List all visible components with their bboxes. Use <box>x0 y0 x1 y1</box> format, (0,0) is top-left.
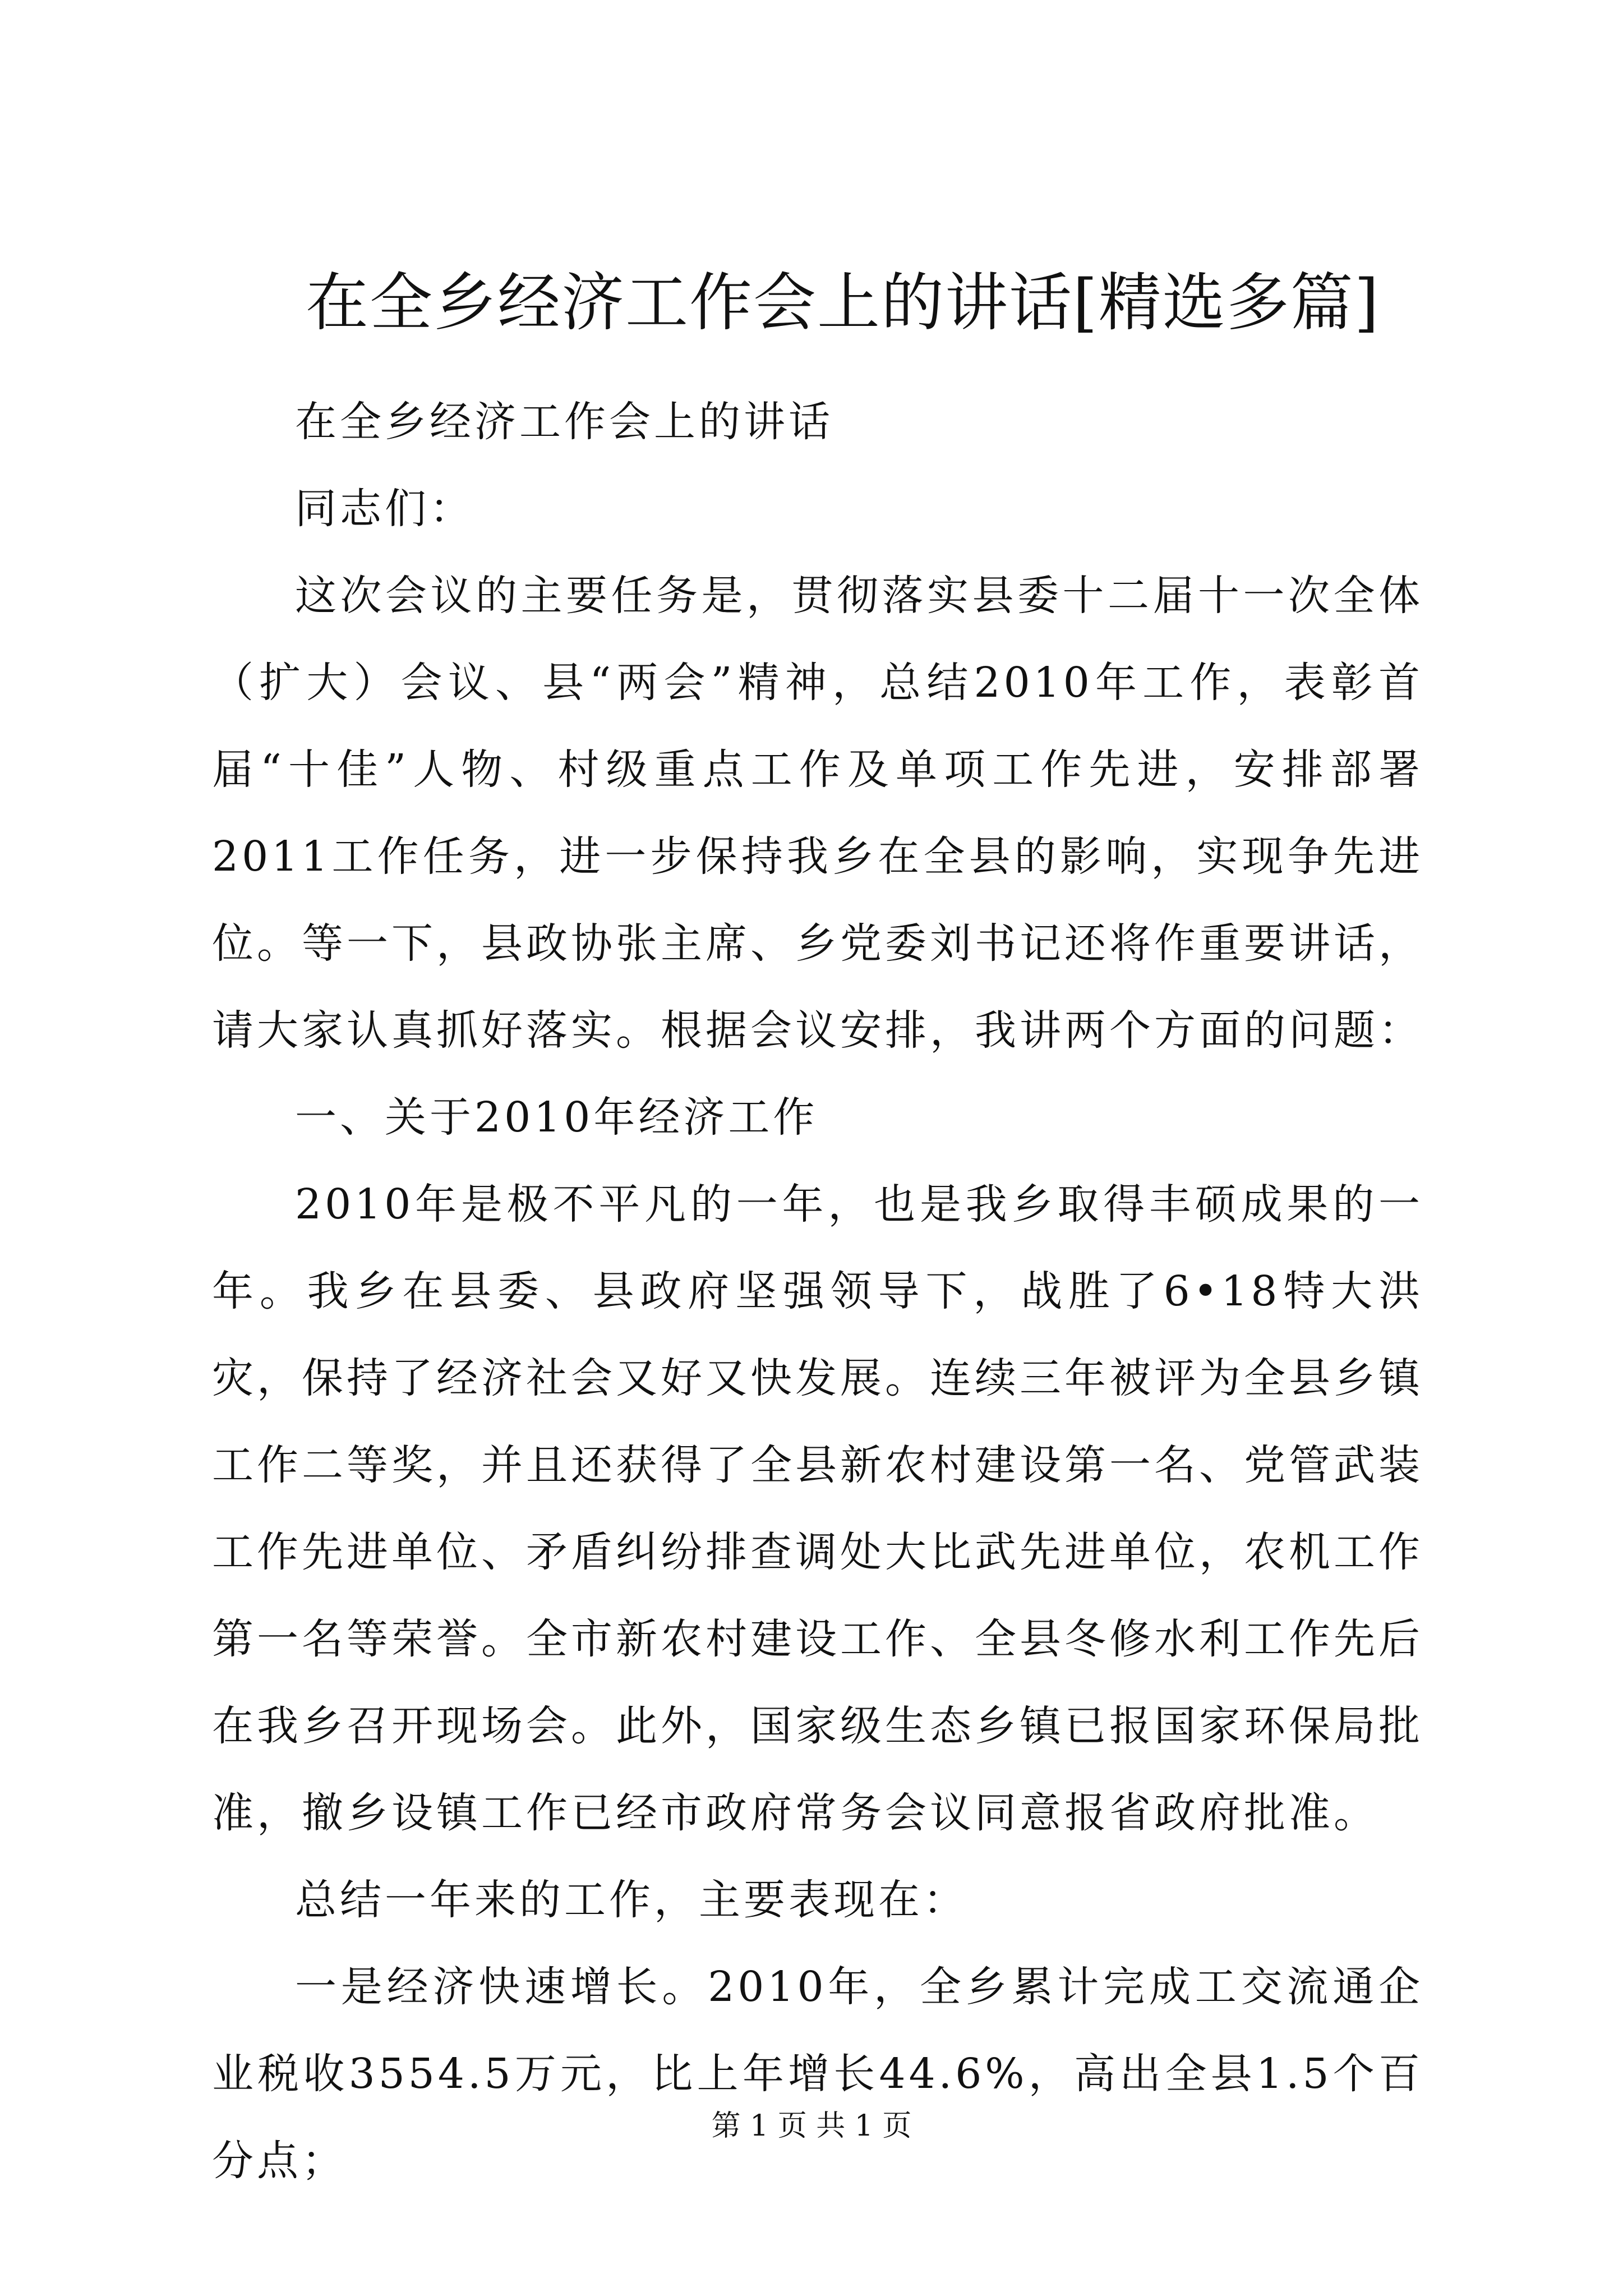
paragraph-work-summary-intro: 总结一年来的工作，主要表现在： <box>295 1876 968 1924</box>
paragraph-meeting-task: 这次会议的主要任务是，贯彻落实县委十二届十一次全体（扩大）会议、县“两会”精神，总结2010年工作，表彰首届“十佳”人物、村级重点工作及单项工作先进，安排部署2011工作任务，进一步保持我乡在全县的影响，实现争先进位。等一下，县政协张主席、乡党委刘书记还将作重要讲话，请大家认真抓好落实。根据会议安排，我讲两个方面的问题： <box>212 572 1423 1055</box>
salutation: 同志们： <box>295 485 474 533</box>
speech-subtitle: 在全乡经济工作会上的讲话 <box>295 398 833 446</box>
paragraph-2010-summary: 2010年是极不平凡的一年，也是我乡取得丰硕成果的一年。我乡在县委、县政府坚强领导下，战胜了6•18特大洪灾，保持了经济社会又好又快发展。连续三年被评为全县乡镇工作二等奖，并且还获得了全县新农村建设第一名、党管武装工作先进单位、矛盾纠纷排查调处大比武先进单位，农机工作第一名等荣誉。全市新农村建设工作、全县冬修水利工作先后在我乡召开现场会。此外，国家级生态乡镇已报国家环保局批准，撤乡设镇工作已经市政府常务会议同意报省政府批准。 <box>212 1180 1423 1837</box>
document-body <box>212 379 1423 2205</box>
paragraph-economic-growth: 一是经济快速增长。2010年，全乡累计完成工交流通企业税收3554.5万元，比上年增长44.6%，高出全县1.5个百分点； <box>212 1963 1423 2185</box>
page-footer: 第 1 页 共 1 页 <box>711 2109 912 2143</box>
section-heading-2010-work: 一、关于2010年经济工作 <box>295 1093 818 1142</box>
document-title: 在全乡经济工作会上的讲话[精选多篇] <box>306 266 1380 339</box>
